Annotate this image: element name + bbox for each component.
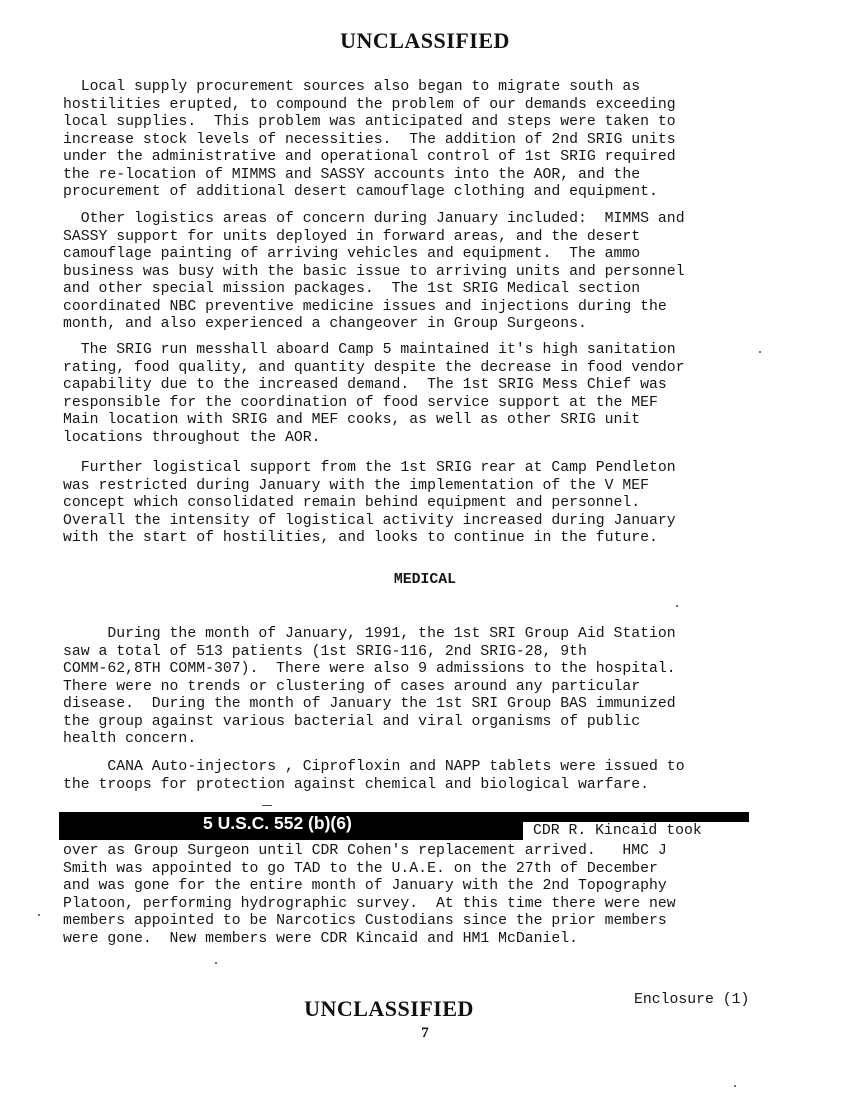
scan-speck [262, 805, 272, 806]
scan-speck [215, 962, 217, 964]
logistics-paragraph-1: Local supply procurement sources also began to migrate south as hostilities erupted, to compound the problem of our demands exceeding local supplies. This problem was anticipated and steps were taken to increase stock levels of necessities. The addition of 2nd SRIG units under the administrative and operational control of 1st SRIG required the re-location of MIMMS and SASSY accounts into the AOR, and the procurement of additional desert camouflage clothing and equipment. [63, 79, 676, 200]
scan-speck [734, 1085, 736, 1087]
scan-speck [38, 914, 40, 916]
redacted-line-tail: CDR R. Kincaid took [533, 823, 702, 839]
page-number: 7 [421, 1025, 429, 1041]
scan-speck [759, 351, 761, 353]
footer-classification: UNCLASSIFIED [304, 996, 474, 1021]
medical-paragraph-3: over as Group Surgeon until CDR Cohen's replacement arrived. HMC J Smith was appointed to go TAD to the U.A.E. on the 27th of December and was gone for the entire month of January with the 2nd Topography Platoon, performing hydrographic survey. At this time there were new members appointed to be Narcotics Custodians since the prior members were gone. New members were CDR Kincaid and HM1 McDaniel. [63, 843, 676, 947]
medical-paragraph-2: CANA Auto-injectors , Ciprofloxin and NAPP tablets were issued to the troops for protection against chemical and biological warfare. [63, 759, 685, 793]
logistics-paragraph-3: The SRIG run messhall aboard Camp 5 maintained it's high sanitation rating, food quality, and quantity despite the decrease in food vendor capability due to the increased demand. The 1st SRIG Mess Chief was responsible for the coordination of food service support at the MEF Main location with SRIG and MEF cooks, as well as other SRIG unit locations throughout the AOR. [63, 342, 685, 446]
redaction-label: 5 U.S.C. 552 (b)(6) [203, 813, 352, 833]
medical-heading: MEDICAL [393, 572, 457, 588]
logistics-paragraph-4: Further logistical support from the 1st SRIG rear at Camp Pendleton was restricted during January with the implementation of the V MEF concept which consolidated remain behind equipment and personnel. Overall the intensity of logistical activity increased during January with the start of hostilities, and looks to continue in the future. [63, 460, 676, 546]
enclosure-label: Enclosure (1) [634, 992, 750, 1008]
logistics-paragraph-2: Other logistics areas of concern during January included: MIMMS and SASSY support for units deployed in forward areas, and the desert camouflage painting of arriving vehicles and equipment. The ammo business was busy with the basic issue to arriving units and personnel and other special mission packages. The 1st SRIG Medical section coordinated NBC preventive medicine issues and injections during the month, and also experienced a changeover in Group Surgeons. [63, 211, 685, 332]
scan-speck [676, 605, 678, 607]
medical-paragraph-1: During the month of January, 1991, the 1st SRI Group Aid Station saw a total of 513 patients (1st SRIG-116, 2nd SRIG-28, 9th COMM-62,8TH COMM-307). There were also 9 admissions to the hospital. There were no trends or clustering of cases around any particular disease. During the month of January the 1st SRI Group BAS immunized the group against various bacterial and viral organisms of public health concern. [63, 626, 676, 747]
header-classification: UNCLASSIFIED [340, 28, 510, 53]
